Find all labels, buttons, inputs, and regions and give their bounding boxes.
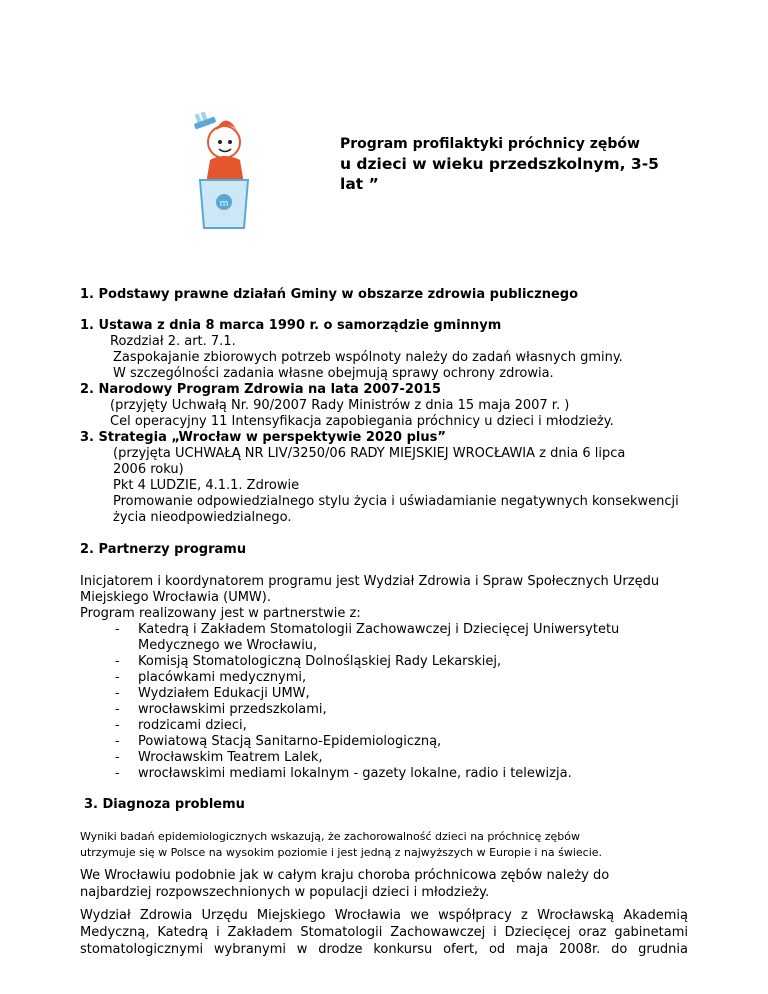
section-1-item-3-line: 2006 roku): [113, 462, 184, 477]
list-bullet: -: [115, 654, 120, 669]
document-title: [340, 134, 690, 194]
section-1-item-1-line: Zaspokajanie zbiorowych potrzeb wspólnoty należy do zadań własnych gminy.: [113, 350, 623, 365]
paragraph-line: Wydział Zdrowia Urzędu Miejskiego Wrocławia we współpracy z Wrocławską Akademią: [80, 908, 688, 923]
paragraph-line: We Wrocławiu podobnie jak w całym kraju choroba próchnicowa zębów należy do: [80, 868, 610, 883]
paragraph: [80, 907, 688, 958]
toothbrush-mascot-in-cup-icon: [186, 102, 266, 232]
section-2-intro-line: Inicjatorem i koordynatorem programu jest Wydział Zdrowia i Spraw Społecznych Urzędu: [80, 574, 660, 589]
list-bullet: -: [115, 686, 120, 701]
section-1-item-1-line: Rozdział 2. art. 7.1.: [110, 334, 236, 349]
partner-item: wrocławskimi mediami lokalnym - gazety lokalne, radio i telewizja.: [138, 766, 572, 781]
partner-item: Medycznego we Wrocławiu,: [138, 638, 318, 653]
paragraph-line: najbardziej rozpowszechnionych w populacji dzieci i młodzieży.: [80, 885, 490, 900]
section-1-heading: 1. Podstawy prawne działań Gminy w obszarze zdrowia publicznego: [80, 287, 579, 302]
list-bullet: -: [115, 734, 120, 749]
section-1-item-2-line: Cel operacyjny 11 Intensyfikacja zapobiegania próchnicy u dzieci i młodzieży.: [110, 414, 614, 429]
paragraph-line: stomatologicznymi wybranymi w drodze konkursu ofert, od maja 2008r. do grudnia: [80, 942, 688, 957]
title-line-2: u dzieci w wieku przedszkolnym, 3-5: [340, 155, 659, 173]
title-line-3: lat ”: [340, 175, 379, 193]
partner-item: placówkami medycznymi,: [138, 670, 307, 685]
partner-item: wrocławskimi przedszkolami,: [138, 702, 327, 717]
section-1-item-2-title: 2. Narodowy Program Zdrowia na lata 2007-2015: [80, 382, 442, 397]
partner-item: Powiatową Stacją Sanitarno-Epidemiologiczną,: [138, 734, 442, 749]
section-1-item-1-title: 1. Ustawa z dnia 8 marca 1990 r. o samorządzie gminnym: [80, 318, 502, 333]
title-line-1: Program profilaktyki próchnicy zębów: [340, 136, 640, 152]
section-3-heading: 3. Diagnoza problemu: [84, 797, 245, 812]
section-1-item-3-line: (przyjęta UCHWAŁĄ NR LIV/3250/06 RADY MIEJSKIEJ WROCŁAWIA z dnia 6 lipca: [113, 446, 626, 461]
paragraph-line: utrzymuje się w Polsce na wysokim poziomie i jest jedną z najwyższych w Europie i na świecie.: [80, 846, 603, 859]
section-1-item-2-line: (przyjęty Uchwałą Nr. 90/2007 Rady Ministrów z dnia 15 maja 2007 r. ): [110, 398, 570, 413]
partner-item: Katedrą i Zakładem Stomatologii Zachowawczej i Dziecięcej Uniwersytetu: [138, 622, 620, 637]
list-bullet: -: [115, 718, 120, 733]
section-1-item-3-line: Promowanie odpowiedzialnego stylu życia i uświadamianie negatywnych konsekwencji: [113, 494, 679, 509]
paragraph-line: Medyczną, Katedrą i Zakładem Stomatologii Zachowawczej i Dziecięcej oraz gabinetami: [80, 925, 688, 940]
section-2-intro-line: Miejskiego Wrocławia (UMW).: [80, 590, 271, 605]
partner-item: Komisją Stomatologiczną Dolnośląskiej Rady Lekarskiej,: [138, 654, 502, 669]
list-bullet: -: [115, 622, 120, 637]
list-bullet: -: [115, 766, 120, 781]
section-2-intro-line: Program realizowany jest w partnerstwie z:: [80, 606, 361, 621]
section-2-heading: 2. Partnerzy programu: [80, 542, 247, 557]
svg-text:m: m: [219, 199, 229, 209]
partner-item: Wrocławskim Teatrem Lalek,: [138, 750, 323, 765]
partner-item: Wydziałem Edukacji UMW,: [138, 686, 310, 701]
list-bullet: -: [115, 702, 120, 717]
list-bullet: -: [115, 670, 120, 685]
section-1-item-3-line: Pkt 4 LUDZIE, 4.1.1. Zdrowie: [113, 478, 300, 493]
paragraph-line: Wyniki badań epidemiologicznych wskazują, że zachorowalność dzieci na próchnicę zębów: [80, 830, 581, 843]
partner-item: rodzicami dzieci,: [138, 718, 247, 733]
list-bullet: -: [115, 750, 120, 765]
section-1-item-3-title: 3. Strategia „Wrocław w perspektywie 2020 plus”: [80, 430, 446, 445]
section-1-item-3-line: życia nieodpowiedzialnego.: [113, 510, 292, 525]
section-1-item-1-line: W szczególności zadania własne obejmują sprawy ochrony zdrowia.: [113, 366, 554, 381]
